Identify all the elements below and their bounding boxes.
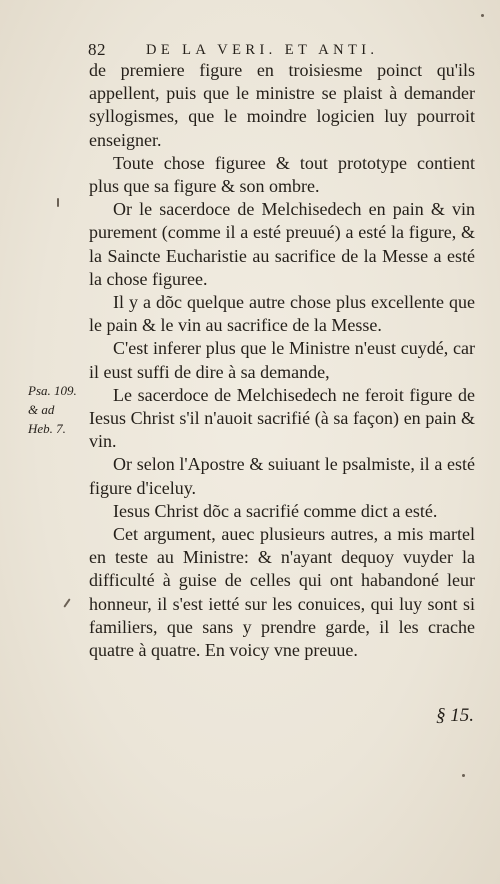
ink-speck xyxy=(481,14,484,17)
running-head: DE LA VERI. ET ANTI. xyxy=(146,42,379,58)
paragraph: de premiere figure en troisiesme poinct qu'ils appellent, puis que le ministre se plaist à demander syllogismes, que le moindre logicien luy pourroit enseigner. xyxy=(89,60,475,150)
paragraph: Le sacerdoce de Melchisedech ne feroit figure de Iesus Christ s'il n'auoit sacrifié (à sa façon) en pain & vin. xyxy=(89,384,475,452)
paragraph: Cet argument, auec plusieurs autres, a mis martel en teste au Ministre: & n'ayant dequoy vuyder la difficulté à guise de celles qui ont habandoné leur honneur, il s'est ietté sur les conuices, qui luy sont si familiers, que sans y prendre garde, il les crache quatre à quatre. En voicy vne preuue. xyxy=(89,524,475,661)
paragraph: C'est inferer plus que le Ministre n'eust cuydé, car il eust suffi de dire à sa demande, xyxy=(89,338,475,382)
ink-speck xyxy=(63,598,70,607)
margin-note xyxy=(28,381,88,438)
paragraph: Toute chose figuree & tout prototype contient plus que sa figure & son ombre. xyxy=(89,152,475,197)
paragraph: Or le sacerdoce de Melchisedech en pain & vin purement (comme il a esté preuué) a esté la figure, & la Saincte Eucharistie au sacrifice de la Messe a esté la chose figuree. xyxy=(89,199,475,289)
body-text xyxy=(89,59,475,662)
ink-speck xyxy=(462,774,465,777)
paragraph: Il y a dõc quelque autre chose plus excellente que le pain & le vin au sacrifice de la Messe. xyxy=(89,292,475,336)
paragraph: Iesus Christ dõc a sacrifié comme dict a esté. xyxy=(113,500,438,521)
margin-note-line: & ad xyxy=(28,402,55,417)
catchword: § 15. xyxy=(436,705,474,726)
page-number: 82 xyxy=(88,40,106,59)
margin-note-line: Psa. 109. xyxy=(28,383,77,398)
margin-note-line: Heb. 7. xyxy=(28,421,66,436)
ink-speck xyxy=(57,198,59,207)
paragraph: Or selon l'Apostre & suiuant le psalmiste, il a esté figure d'iceluy. xyxy=(89,454,475,498)
